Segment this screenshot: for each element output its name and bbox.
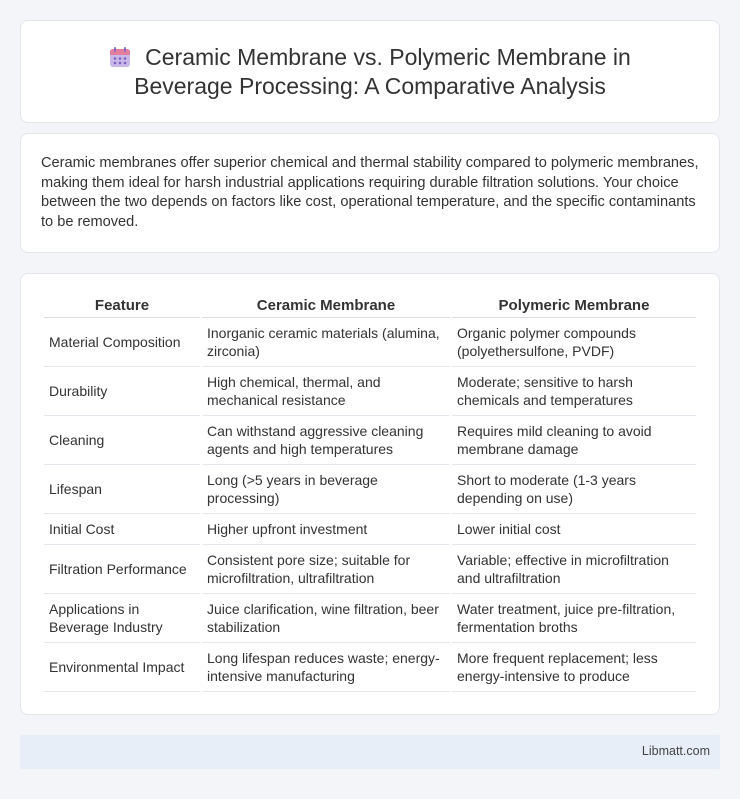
- polymeric-cell: Requires mild cleaning to avoid membrane damage: [452, 416, 696, 465]
- header-feature: Feature: [44, 292, 200, 318]
- feature-cell: Environmental Impact: [44, 643, 200, 692]
- comparison-table: [42, 292, 698, 692]
- intro-paragraph: Ceramic membranes offer superior chemical and thermal stability compared to polymeric membranes, making them ideal for harsh industrial applications requiring durable filtration solutions. Your choice between the two depends on factors like cost, operational temperature, and the specific contaminants to be removed.: [41, 155, 699, 230]
- feature-cell: Cleaning: [44, 416, 200, 465]
- polymeric-cell: Variable; effective in microfiltration and ultrafiltration: [452, 545, 696, 594]
- footer-bar: [20, 735, 720, 769]
- footer-brand[interactable]: Libmatt.com: [641, 744, 710, 758]
- ceramic-cell: Consistent pore size; suitable for microfiltration, ultrafiltration: [202, 545, 450, 594]
- ceramic-cell: Long lifespan reduces waste; energy-intensive manufacturing: [202, 643, 450, 692]
- intro-card: [20, 133, 720, 253]
- table-row: [44, 416, 696, 465]
- table-row: [44, 643, 696, 692]
- header-polymeric: Polymeric Membrane: [452, 292, 696, 318]
- ceramic-cell: Higher upfront investment: [202, 514, 450, 545]
- page-title-text: Ceramic Membrane vs. Polymeric Membrane in Beverage Processing: A Comparative Analysis: [134, 44, 631, 99]
- ceramic-cell: Long (>5 years in beverage processing): [202, 465, 450, 514]
- ceramic-cell: High chemical, thermal, and mechanical resistance: [202, 367, 450, 416]
- polymeric-cell: Short to moderate (1-3 years depending on use): [452, 465, 696, 514]
- polymeric-cell: Organic polymer compounds (polyethersulfone, PVDF): [452, 318, 696, 367]
- ceramic-cell: Juice clarification, wine filtration, beer stabilization: [202, 594, 450, 643]
- polymeric-cell: Lower initial cost: [452, 514, 696, 545]
- page-title: [61, 43, 679, 101]
- table-row: [44, 594, 696, 643]
- comparison-card: [20, 273, 720, 715]
- feature-cell: Material Composition: [44, 318, 200, 367]
- polymeric-cell: Water treatment, juice pre-filtration, fermentation broths: [452, 594, 696, 643]
- calendar-icon: [109, 46, 131, 68]
- table-row: [44, 318, 696, 367]
- feature-cell: Lifespan: [44, 465, 200, 514]
- ceramic-cell: Inorganic ceramic materials (alumina, zirconia): [202, 318, 450, 367]
- polymeric-cell: Moderate; sensitive to harsh chemicals and temperatures: [452, 367, 696, 416]
- feature-cell: Durability: [44, 367, 200, 416]
- table-row: [44, 367, 696, 416]
- feature-cell: Applications in Beverage Industry: [44, 594, 200, 643]
- table-row: [44, 465, 696, 514]
- title-card: [20, 20, 720, 123]
- feature-cell: Initial Cost: [44, 514, 200, 545]
- feature-cell: Filtration Performance: [44, 545, 200, 594]
- table-row: [44, 545, 696, 594]
- ceramic-cell: Can withstand aggressive cleaning agents and high temperatures: [202, 416, 450, 465]
- table-row: [44, 514, 696, 545]
- header-ceramic: Ceramic Membrane: [202, 292, 450, 318]
- table-header-row: [44, 292, 696, 318]
- polymeric-cell: More frequent replacement; less energy-intensive to produce: [452, 643, 696, 692]
